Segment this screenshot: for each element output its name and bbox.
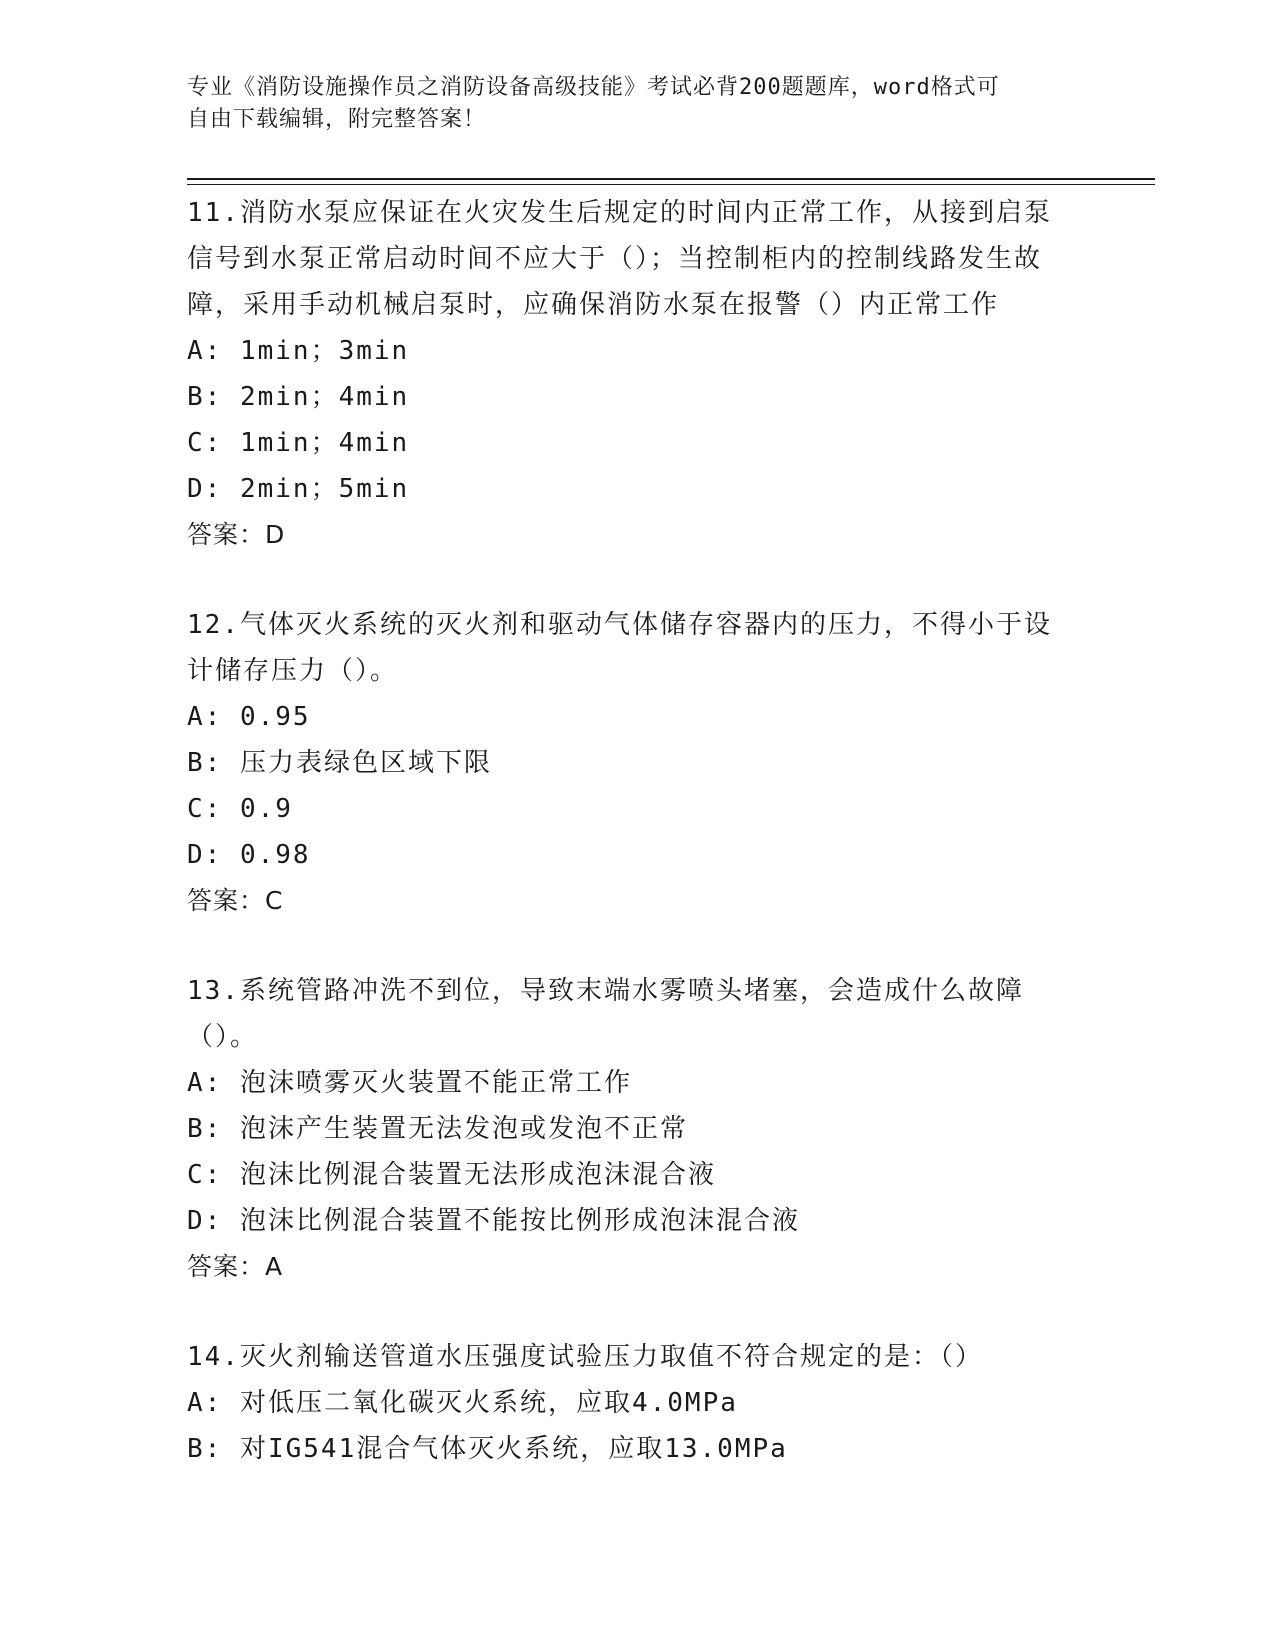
- header-divider-thin: [187, 184, 1155, 185]
- header-line-1: 专业《消防设施操作员之消防设备高级技能》考试必背200题题库，word格式可: [187, 75, 1000, 100]
- header-divider-thick: [187, 178, 1155, 180]
- question-13: [187, 968, 1067, 1290]
- option-a: A: 对低压二氧化碳灭火系统，应取4.0MPa: [187, 1388, 738, 1418]
- option-c: C: 1min；4min: [187, 428, 410, 458]
- option-b: B: 2min；4min: [187, 382, 410, 412]
- question-11: [187, 190, 1067, 558]
- question-14: [187, 1334, 1067, 1472]
- question-12: [187, 602, 1067, 924]
- option-c: C: 0.9: [187, 794, 293, 824]
- question-text: 13.系统管路冲洗不到位，导致末端水雾喷头堵塞，会造成什么故障（）。: [187, 976, 1024, 1052]
- option-d: D: 泡沫比例混合装置不能按比例形成泡沫混合液: [187, 1206, 800, 1236]
- answer: 答案：D: [187, 520, 286, 549]
- option-a: A: 泡沫喷雾灭火装置不能正常工作: [187, 1068, 632, 1098]
- option-d: D: 2min；5min: [187, 474, 410, 504]
- option-d: D: 0.98: [187, 840, 311, 870]
- option-a: A: 1min；3min: [187, 336, 410, 366]
- answer: 答案：C: [187, 886, 284, 915]
- option-a: A: 0.95: [187, 702, 311, 732]
- document-header: [187, 72, 1067, 136]
- question-text: 14.灭火剂输送管道水压强度试验压力取值不符合规定的是：（）: [187, 1342, 983, 1372]
- header-line-2: 自由下载编辑，附完整答案！: [187, 107, 487, 132]
- answer: 答案：A: [187, 1252, 284, 1281]
- option-b: B: 泡沫产生装置无法发泡或发泡不正常: [187, 1114, 688, 1144]
- option-c: C: 泡沫比例混合装置无法形成泡沫混合液: [187, 1160, 716, 1190]
- question-text: 12.气体灭火系统的灭火剂和驱动气体储存容器内的压力，不得小于设计储存压力（）。: [187, 610, 1052, 686]
- option-b: B: 对IG541混合气体灭火系统，应取13.0MPa: [187, 1434, 788, 1464]
- option-b: B: 压力表绿色区域下限: [187, 748, 492, 778]
- question-list: [187, 190, 1067, 1472]
- question-text: 11.消防水泵应保证在火灾发生后规定的时间内正常工作，从接到启泵信号到水泵正常启动时间不应大于（）；当控制柜内的控制线路发生故障，采用手动机械启泵时，应确保消防水泵在报警（）内正常工作: [187, 198, 1052, 320]
